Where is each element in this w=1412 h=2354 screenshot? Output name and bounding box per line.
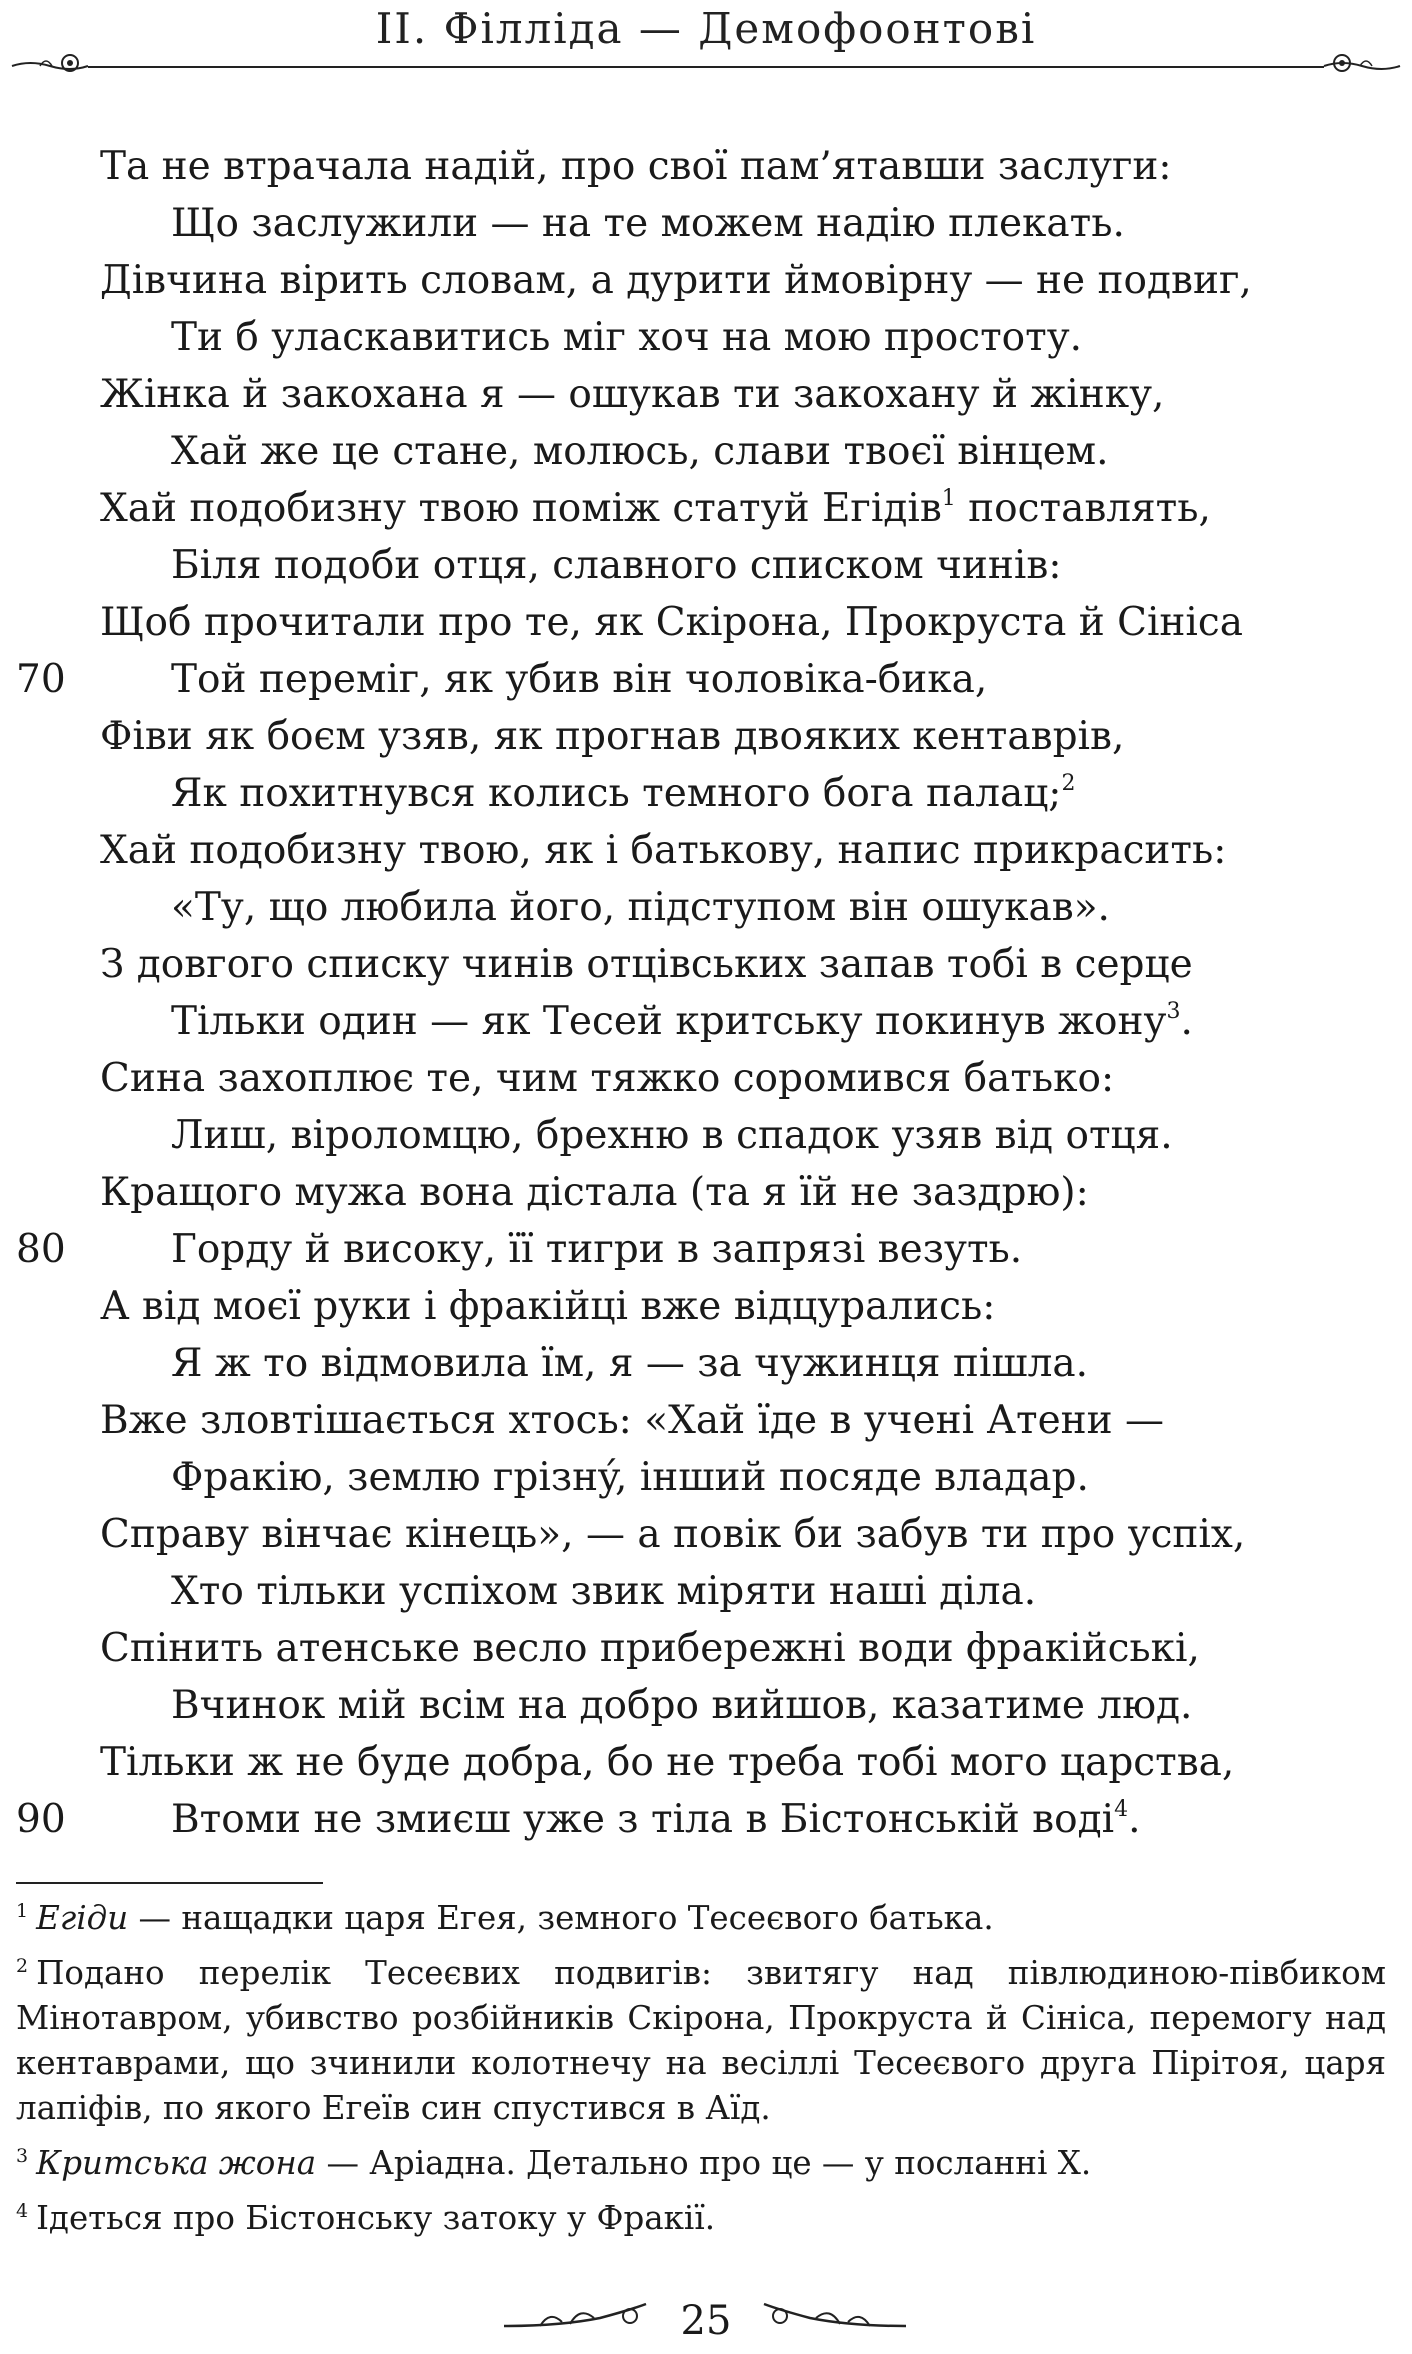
verse-text: Сина захоплює те, чим тяжко соромився батько: [100, 1056, 1115, 1101]
ornament-footer-right-icon [760, 2296, 910, 2336]
line-number: 90 [16, 1797, 66, 1842]
verse-text-wrap [171, 1335, 1088, 1392]
header-title: II. Філліда — Демофоонтові [375, 4, 1037, 53]
verse-text-wrap [100, 936, 1193, 993]
verse-text: Хто тільки успіхом звик міряти наші діла. [171, 1569, 1037, 1614]
footnote-mark: 1 [16, 1900, 29, 1922]
verse-text-wrap [171, 1107, 1173, 1164]
verse-line [0, 594, 1412, 651]
verse-line [0, 1734, 1412, 1791]
footnote-term: Егіди [36, 1899, 129, 1937]
verse-text: А від моєї руки і фракійці вже відцурались: [100, 1284, 996, 1329]
line-number: 80 [16, 1227, 66, 1272]
verse-text-wrap [100, 1734, 1234, 1791]
verse-text-wrap [171, 195, 1125, 252]
verse-text-wrap [171, 651, 987, 708]
verse-line [0, 879, 1412, 936]
verse-text: Втоми не змиєш уже з тіла в Бістонській воді [171, 1797, 1115, 1842]
verse-text: Тільки ж не буде добра, бо не треба тобі мого царства, [100, 1740, 1235, 1785]
verse-line [0, 366, 1412, 423]
verse-line [0, 252, 1412, 309]
verse-line [0, 1620, 1412, 1677]
verse-text-wrap [100, 1506, 1245, 1563]
verse-text-wrap [100, 708, 1124, 765]
verse-line [0, 1563, 1412, 1620]
verse-text-wrap [100, 252, 1252, 309]
verse-text: Хай же це стане, молюсь, слави твоєї вінцем. [171, 429, 1109, 474]
verse-line [0, 708, 1412, 765]
verse-text: Хай подобизну твою, як і батькову, напис прикрасить: [100, 828, 1227, 873]
running-header [0, 0, 1412, 80]
verse-text: Як похитнувся колись темного бога палац; [171, 771, 1062, 816]
footnote-reference: 4 [1114, 1797, 1129, 1822]
verse-text: Спінить атенське весло прибережні води фракійські, [100, 1626, 1200, 1671]
footnote-text: Подано перелік Тесеєвих подвигів: звитягу над півлюдиною-півбиком Мінотавром, убивство розбійників Скірона, Прокруста й Сініса, перемогу над кентаврами, що зчинили колотнечу на весіллі Тесеєвого друга Пірітоя, царя лапіфів, по якого Егеїв син спустився в Аїд. [16, 1954, 1386, 2127]
verse-line [0, 138, 1412, 195]
verse-text-wrap [171, 1563, 1036, 1620]
verse-text: Що заслужили — на те можем надію плекать. [171, 201, 1125, 246]
footnote-text: Ідеться про Бістонську затоку у Фракії. [36, 2199, 716, 2237]
verse-text: Вчинок мій всім на добро вийшов, казатиме люд. [171, 1683, 1193, 1728]
verse-line [0, 651, 1412, 708]
line-number: 70 [16, 657, 66, 702]
verse-text-wrap [171, 993, 1193, 1050]
footnote-reference: 3 [1166, 999, 1181, 1024]
verse-text-wrap [171, 1791, 1140, 1848]
verse-text: Та не втрачала надій, про свої пам’ятавши заслуги: [100, 144, 1172, 189]
verse-text: Я ж то відмовила їм, я — за чужинця пішла. [171, 1341, 1088, 1386]
verse-text: Щоб прочитали про те, як Скірона, Прокруста й Сініса [100, 600, 1243, 645]
verse-line [0, 936, 1412, 993]
footnote [16, 1951, 1386, 2131]
verse-line [0, 309, 1412, 366]
verse-text-wrap [100, 1164, 1089, 1221]
footnote-reference: 2 [1061, 771, 1076, 796]
verse-text: Той переміг, як убив він чоловіка-бика, [171, 657, 988, 702]
verse-text-wrap [100, 138, 1172, 195]
verse-text: Фракію, землю грізнý, інший посяде владар. [171, 1455, 1089, 1500]
ornament-left-icon [10, 50, 90, 80]
verse-text: Ти б уласкавитись міг хоч на мою простоту. [171, 315, 1083, 360]
verse-text: Фіви як боєм узяв, як прогнав двояких кентаврів, [100, 714, 1125, 759]
verse-line [0, 423, 1412, 480]
verse-line [0, 1278, 1412, 1335]
verse-line [0, 1164, 1412, 1221]
footnote-reference: 1 [941, 486, 956, 511]
verse-text-wrap [100, 1620, 1200, 1677]
page-footer [0, 2290, 1412, 2354]
verse-text-wrap [171, 537, 1062, 594]
verse-line [0, 765, 1412, 822]
footnote-text: — нащадки царя Егея, земного Тесеєвого батька. [128, 1899, 994, 1937]
page-number: 25 [680, 2298, 732, 2344]
verse-line [0, 822, 1412, 879]
footnote-mark: 4 [16, 2200, 29, 2222]
verse-text-wrap [100, 1050, 1114, 1107]
verse-text: Вже зловтішається хтось: «Хай їде в учені Атени — [100, 1398, 1165, 1443]
verse-text-wrap [171, 1221, 1022, 1278]
footnote-term: Критська жона [36, 2144, 317, 2182]
footnote-mark: 3 [16, 2145, 29, 2167]
verse-line [0, 1221, 1412, 1278]
verse-line [0, 1392, 1412, 1449]
verse-text-wrap [100, 1278, 995, 1335]
verse-line [0, 993, 1412, 1050]
verse-text: Горду й високу, її тигри в запрязі везуть. [171, 1227, 1023, 1272]
footnote-mark: 2 [16, 1955, 29, 1977]
verse-text-wrap [100, 594, 1243, 651]
poem-body [0, 138, 1412, 1848]
verse-text-wrap [171, 1449, 1089, 1506]
verse-line [0, 1449, 1412, 1506]
verse-text: Кращого мужа вона дістала (та я їй не заздрю): [100, 1170, 1089, 1215]
footnote-text: — Аріадна. Детально про це — у посланні Х. [316, 2144, 1092, 2182]
verse-text: Справу вінчає кінець», — а повік би забув ти про успіх, [100, 1512, 1246, 1557]
verse-text: Лиш, віроломцю, брехню в спадок узяв від отця. [171, 1113, 1173, 1158]
verse-line [0, 1107, 1412, 1164]
verse-text-wrap [100, 366, 1164, 423]
verse-text-wrap [171, 1677, 1192, 1734]
verse-text: Хай подобизну твою поміж статуй Егідів [100, 486, 942, 531]
ornament-right-icon [1322, 50, 1402, 80]
verse-line [0, 1050, 1412, 1107]
verse-text-wrap [171, 765, 1075, 822]
verse-line [0, 537, 1412, 594]
verse-text-wrap [100, 1392, 1164, 1449]
verse-text-wrap [171, 879, 1110, 936]
header-rule [88, 66, 1324, 68]
footnotes [16, 1896, 1386, 2251]
verse-line [0, 1791, 1412, 1848]
verse-line [0, 1335, 1412, 1392]
verse-line [0, 195, 1412, 252]
verse-text-tail: . [1128, 1797, 1141, 1842]
verse-text-wrap [100, 480, 1211, 537]
verse-text: «Ту, що любила його, підступом він ошукав». [171, 885, 1110, 930]
verse-text-wrap [100, 822, 1226, 879]
footnote [16, 2141, 1386, 2186]
verse-text: Біля подоби отця, славного списком чинів: [171, 543, 1062, 588]
verse-line [0, 480, 1412, 537]
verse-text-tail: поставлять, [955, 486, 1211, 531]
verse-line [0, 1677, 1412, 1734]
verse-text: Жінка й закохана я — ошукав ти закохану й жінку, [100, 372, 1165, 417]
verse-line [0, 1506, 1412, 1563]
footnote [16, 1896, 1386, 1941]
verse-text: Дівчина вірить словам, а дурити ймовірну — не подвиг, [100, 258, 1252, 303]
footnote-separator [16, 1882, 323, 1884]
verse-text-wrap [171, 423, 1109, 480]
footnote [16, 2196, 1386, 2241]
verse-text: З довгого списку чинів отцівських запав тобі в серце [100, 942, 1193, 987]
verse-text: Тільки один — як Тесей критську покинув жону [171, 999, 1167, 1044]
verse-text-tail: . [1180, 999, 1193, 1044]
verse-text-wrap [171, 309, 1082, 366]
